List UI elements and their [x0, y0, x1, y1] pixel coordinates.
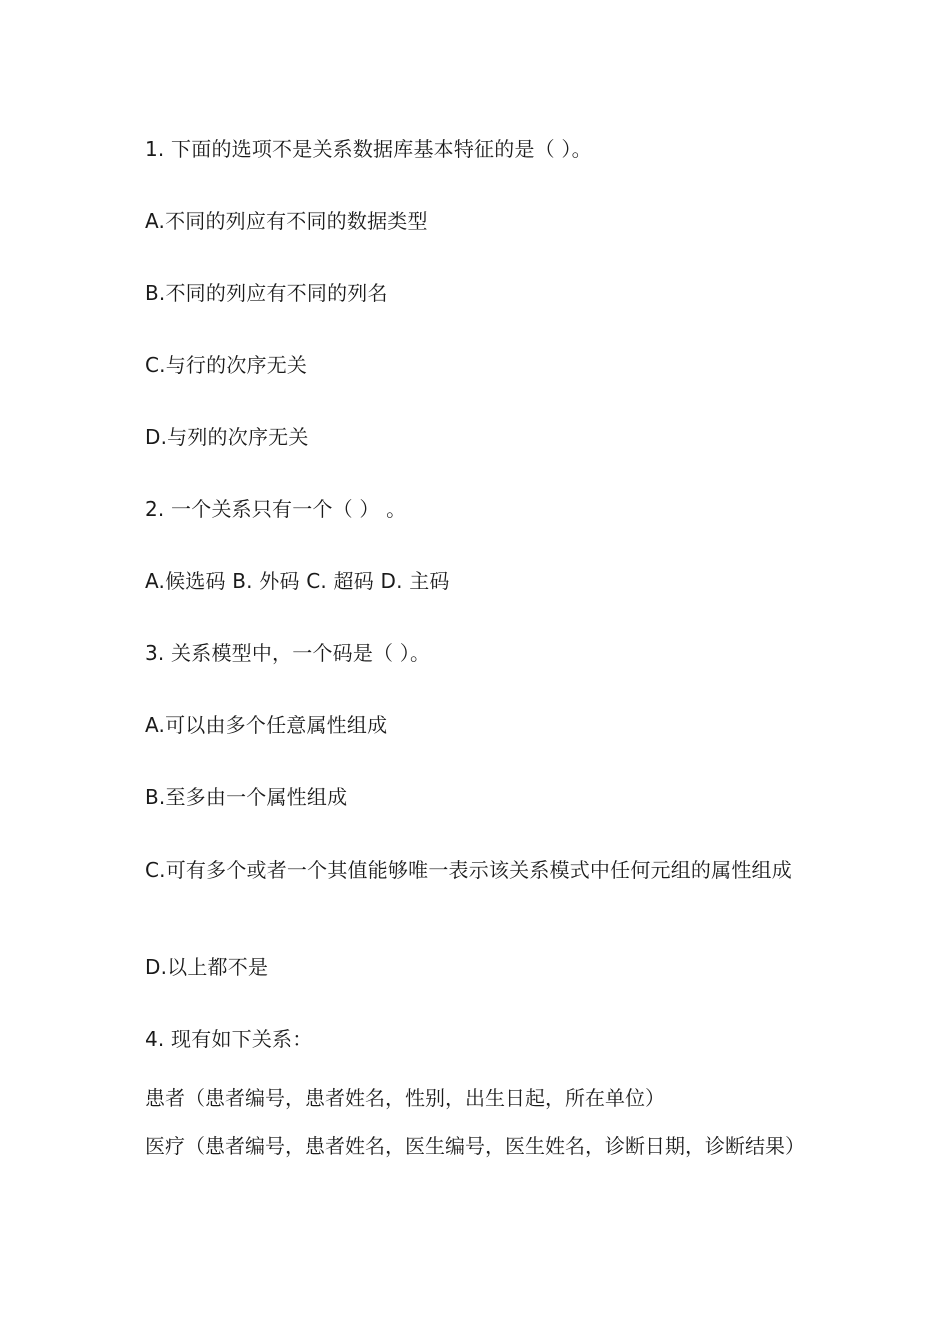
question-1-option-a: A.不同的列应有不同的数据类型 [145, 209, 428, 233]
question-2: 2. 一个关系只有一个（ ） 。 [145, 497, 407, 521]
question-3: 3. 关系模型中，一个码是（ ）。 [145, 641, 431, 665]
question-3-option-c: C.可有多个或者一个其值能够唯一表示该关系模式中任何元组的属性组成 [145, 858, 792, 882]
question-1-option-d: D.与列的次序无关 [145, 425, 309, 449]
relation-medical: 医疗（患者编号，患者姓名，医生编号，医生姓名，诊断日期，诊断结果） [145, 1134, 805, 1158]
question-4: 4. 现有如下关系： [145, 1027, 313, 1051]
question-2-options: A.候选码 B. 外码 C. 超码 D. 主码 [145, 569, 450, 593]
question-3-option-a: A.可以由多个任意属性组成 [145, 713, 388, 737]
question-1-option-c: C.与行的次序无关 [145, 353, 308, 377]
relation-patient: 患者（患者编号，患者姓名，性别，出生日起，所在单位） [145, 1086, 665, 1110]
question-3-option-d: D.以上都不是 [145, 955, 269, 979]
question-1-option-b: B.不同的列应有不同的列名 [145, 281, 388, 305]
question-1: 1. 下面的选项不是关系数据库基本特征的是（ ）。 [145, 137, 592, 161]
question-3-option-b: B.至多由一个属性组成 [145, 785, 348, 809]
